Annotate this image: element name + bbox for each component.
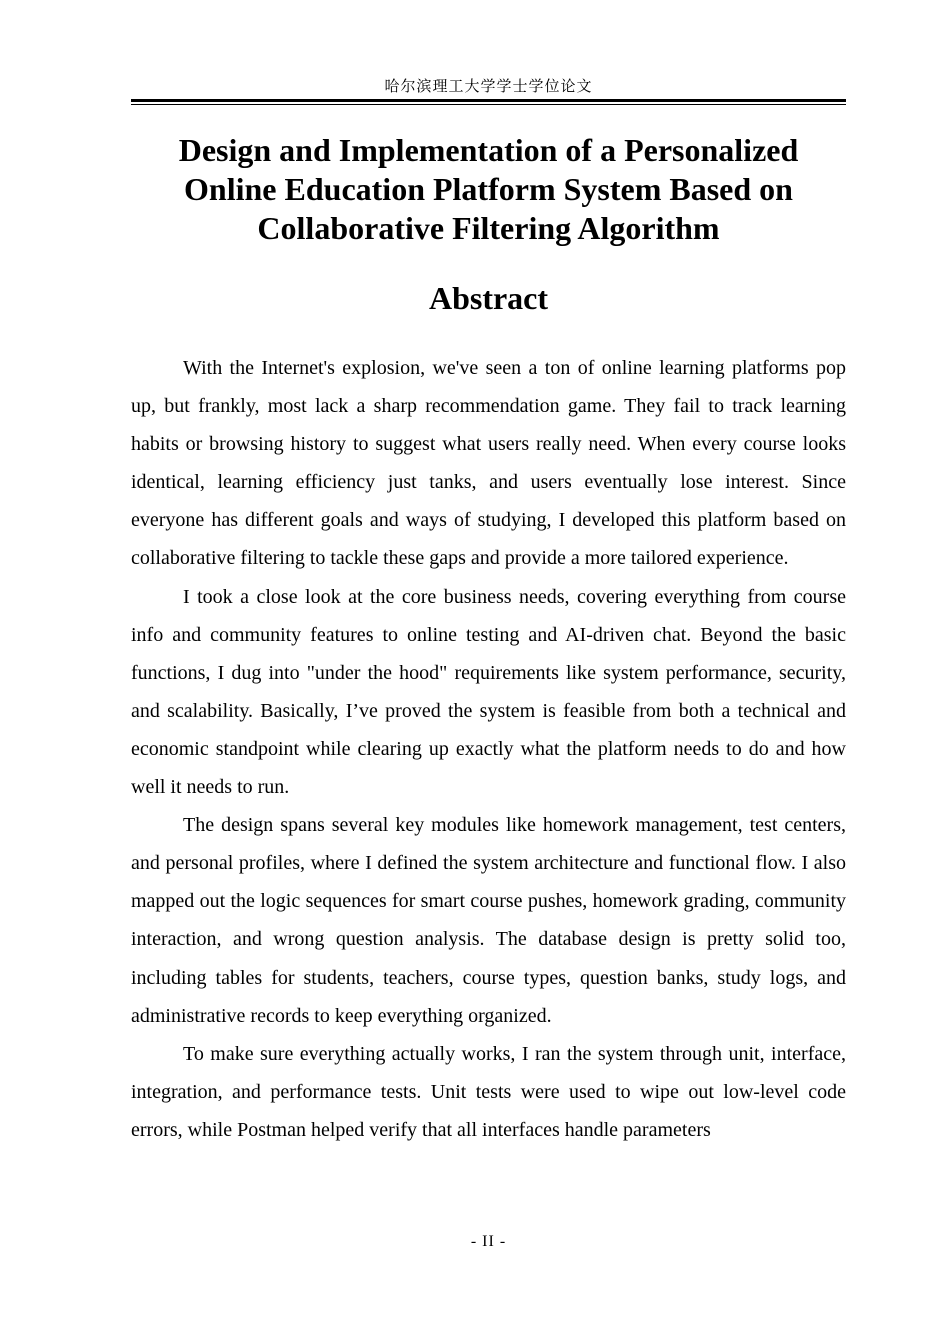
running-header: 哈尔滨理工大学学士学位论文	[384, 79, 593, 95]
page-number: - II -	[470, 1233, 507, 1250]
abstract-body	[131, 349, 846, 1149]
header-rule-thick	[131, 99, 846, 102]
abstract-paragraph: I took a close look at the core business needs, covering everything from course info and community features to online testing and AI-driven chat. Beyond the basic functions, I dug into "under the hood" requirements like system performance, security, and scalability. Basically, I’ve proved the system is feasible from both a technical and economic standpoint while clearing up exactly what the platform needs to do and how well it needs to run.	[131, 585, 846, 799]
thesis-title	[131, 131, 846, 248]
thesis-title-line: Online Education Platform System Based on	[184, 171, 793, 207]
abstract-paragraph: The design spans several key modules like homework management, test centers, and personal profiles, where I defined the system architecture and functional flow. I also mapped out the logic sequences for smart course pushes, homework grading, community interaction, and wrong question analysis. The database design is pretty solid too, including tables for students, teachers, course types, question banks, study logs, and administrative records to keep everything organized.	[131, 814, 846, 1027]
abstract-heading: Abstract	[428, 280, 549, 316]
header-rule-thin	[131, 104, 846, 105]
abstract-paragraph: To make sure everything actually works, I ran the system through unit, interface, integration, and performance tests. Unit tests were used to wipe out low-level code errors, while Postman helped verify that all interfaces handle parameters	[131, 1042, 846, 1141]
abstract-paragraph: With the Internet's explosion, we've seen a ton of online learning platforms pop up, but frankly, most lack a sharp recommendation game. They fail to track learning habits or browsing history to suggest what users really need. When every course looks identical, learning efficiency just tanks, and users eventually lose interest. Since everyone has different goals and ways of studying, I developed this platform based on collaborative filtering to tackle these gaps and provide a more tailored experience.	[131, 357, 846, 570]
thesis-title-line: Design and Implementation of a Personalized	[178, 132, 799, 168]
thesis-title-line: Collaborative Filtering Algorithm	[257, 210, 720, 246]
